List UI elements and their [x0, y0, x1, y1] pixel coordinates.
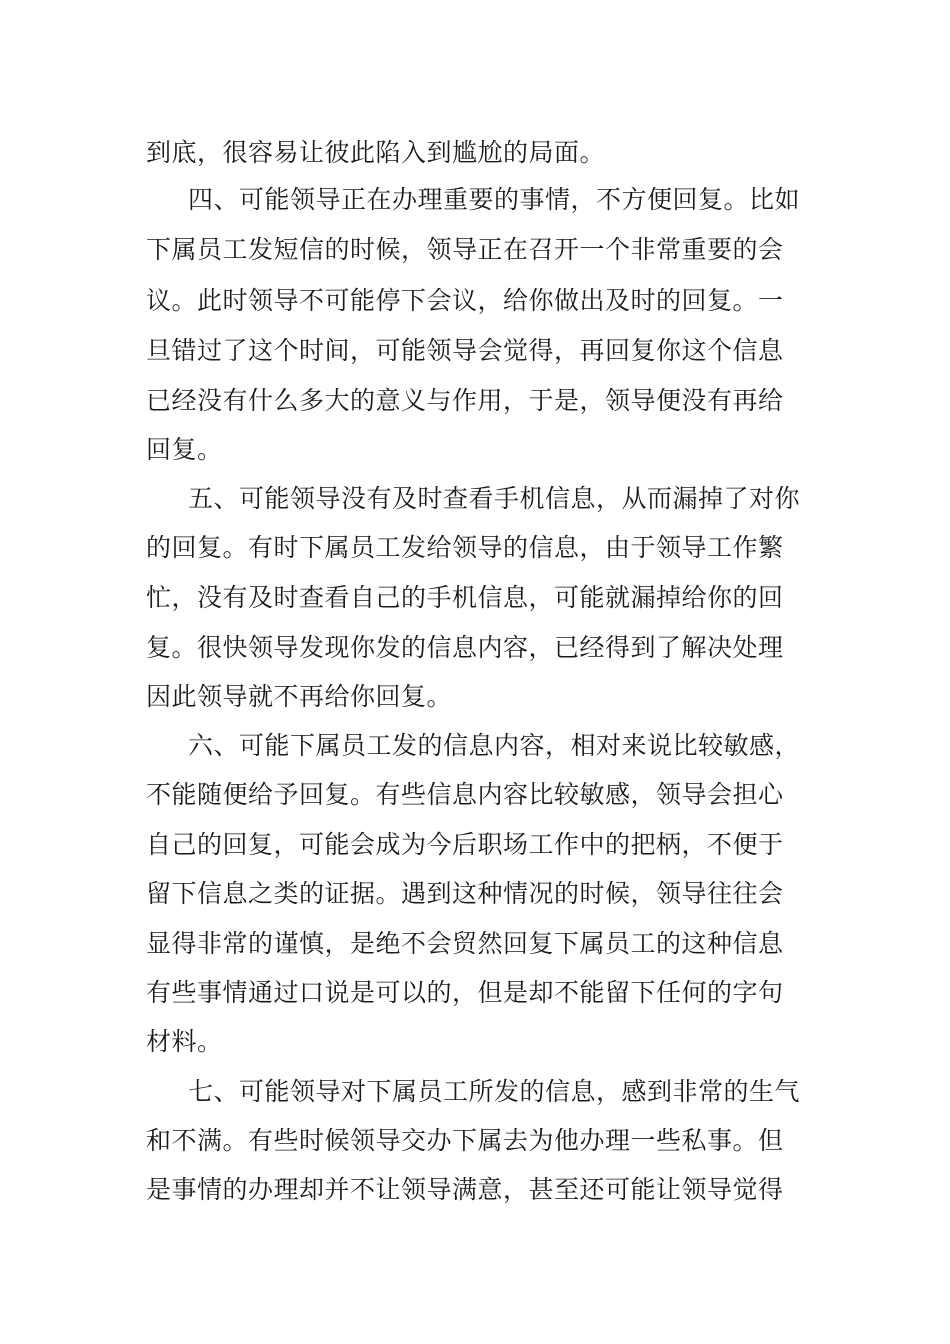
paragraph-6-line-3: 自己的回复，可能会成为今后职场工作中的把柄，不便于: [146, 830, 784, 859]
paragraph-4-line-3: 议。此时领导不可能停下会议，给你做出及时的回复。一: [146, 286, 784, 315]
paragraph-4-line-2: 下属员工发短信的时候，领导正在召开一个非常重要的会: [146, 235, 784, 264]
paragraph-5-line-3: 忙，没有及时查看自己的手机信息，可能就漏掉给你的回: [146, 583, 784, 612]
paragraph-7-line-2: 和不满。有些时候领导交办下属去为他办理一些私事。但: [146, 1126, 784, 1155]
paragraph-4-line-1: 四、可能领导正在办理重要的事情，不方便回复。比如: [188, 185, 801, 214]
text-line-1: 到底，很容易让彼此陷入到尴尬的局面。: [146, 138, 606, 167]
paragraph-4-line-5: 已经没有什么多大的意义与作用，于是，领导便没有再给: [146, 386, 784, 415]
paragraph-6-line-7: 材料。: [146, 1027, 223, 1056]
paragraph-6-line-4: 留下信息之类的证据。遇到这种情况的时候，领导往往会: [146, 879, 784, 908]
paragraph-4-line-4: 旦错过了这个时间，可能领导会觉得，再回复你这个信息: [146, 336, 784, 365]
paragraph-5-line-2: 的回复。有时下属员工发给领导的信息，由于领导工作繁: [146, 533, 784, 562]
paragraph-5-line-5: 因此领导就不再给你回复。: [146, 682, 453, 711]
paragraph-5-line-1: 五、可能领导没有及时查看手机信息，从而漏掉了对你: [188, 484, 801, 513]
paragraph-6-line-5: 显得非常的谨慎，是绝不会贸然回复下属员工的这种信息: [146, 929, 784, 958]
paragraph-4-line-6: 回复。: [146, 435, 223, 464]
paragraph-6-line-2: 不能随便给予回复。有些信息内容比较敏感，领导会担心: [146, 780, 784, 809]
paragraph-7-line-3: 是事情的办理却并不让领导满意，甚至还可能让领导觉得: [146, 1175, 784, 1204]
paragraph-7-line-1: 七、可能领导对下属员工所发的信息，感到非常的生气: [188, 1077, 801, 1106]
paragraph-6-line-1: 六、可能下属员工发的信息内容，相对来说比较敏感，: [188, 731, 801, 760]
paragraph-5-line-4: 复。很快领导发现你发的信息内容，已经得到了解决处理: [146, 633, 784, 662]
paragraph-6-line-6: 有些事情通过口说是可以的，但是却不能留下任何的字句: [146, 978, 784, 1007]
